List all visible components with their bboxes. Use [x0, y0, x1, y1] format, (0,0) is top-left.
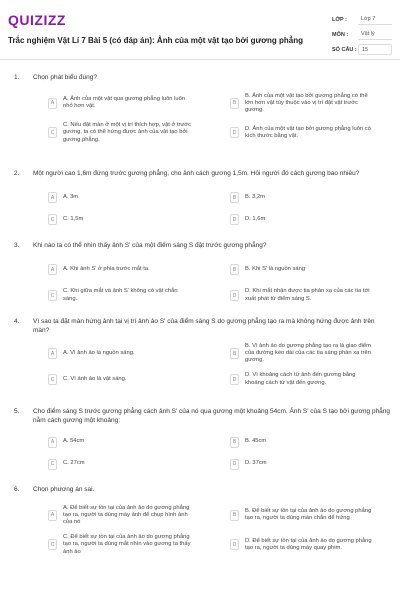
option-text: B. 3,2m: [245, 193, 265, 200]
question-number: 5.: [14, 408, 20, 415]
option-text: A. Ảnh của một vật qua gương phẳng luôn luôn nhỏ hơn vật.: [63, 96, 186, 110]
option-text: D. Để biết sự tồn tại của ảnh ảo do gương phẳng tạo ra, người ta dùng máy quay phim.: [245, 537, 372, 551]
option-letter: A: [48, 192, 57, 203]
question-number: 3.: [14, 242, 20, 249]
option-a[interactable]: [48, 261, 230, 279]
option-d[interactable]: [230, 455, 396, 473]
option-text: A. Khi ảnh S' ở phía trước mắt ta.: [63, 265, 150, 272]
option-b[interactable]: [230, 433, 396, 451]
question-text: Khi nào ta có thể nhìn thấy ảnh S' của một điểm sáng S đặt trước gương phẳng?: [33, 242, 267, 249]
grade-field[interactable]: Lớp 7: [358, 14, 392, 25]
option-d[interactable]: [230, 287, 396, 305]
page-title: Trắc nghiệm Vật Lí 7 Bài 5 (có đáp án): Ảnh của một vật tạo bởi gương phẳng: [8, 36, 303, 45]
question-5: [0, 408, 400, 486]
option-text: A. 3m: [63, 193, 79, 200]
question-count-field[interactable]: 15: [358, 44, 392, 55]
question-text: Vì sao ta đặt màn hứng ảnh tại vị trí ảnh ảo S' của điểm sáng S do gương phẳng tạo ra mà không hứng được ảnh trên màn?: [33, 318, 375, 334]
option-letter: C: [48, 214, 57, 225]
question-6: [0, 486, 400, 586]
option-text: B. Vì ảnh ảo do gương phẳng tạo ra là giao điểm của đường kéo dài của các tia sáng phản xạ trên gương.: [245, 343, 371, 364]
question-2: [0, 170, 400, 242]
option-text: C. 27cm: [63, 460, 85, 467]
option-a[interactable]: [48, 343, 230, 365]
option-b[interactable]: [230, 261, 396, 279]
option-letter: C: [48, 290, 57, 301]
option-c[interactable]: [48, 287, 230, 305]
question-3: [0, 242, 400, 318]
meta-panel: [332, 12, 392, 57]
option-text: C. Vì ảnh ảo là vật sáng.: [63, 376, 127, 382]
option-text: D. Ảnh của một vật tạo bởi gương phẳng luôn có kích thước bằng vật.: [245, 125, 371, 139]
question-list: [0, 74, 400, 586]
option-c[interactable]: [48, 371, 230, 389]
option-letter: A: [48, 510, 57, 521]
option-letter: A: [48, 264, 57, 275]
meta-row-grade: [332, 12, 392, 27]
option-text: C. Khi giữa mắt và ảnh S' không có vật chắn sáng.: [63, 288, 178, 302]
option-letter: B: [230, 437, 239, 448]
option-letter: A: [48, 437, 57, 448]
option-c[interactable]: [48, 211, 230, 229]
question-number: 4.: [14, 318, 20, 325]
option-letter: B: [230, 510, 239, 521]
option-a[interactable]: [48, 93, 230, 115]
option-a[interactable]: [48, 505, 230, 527]
quizizz-logo: QUIZIZZ: [8, 12, 66, 28]
meta-key: MÔN :: [332, 31, 349, 38]
option-text: B. Để biết sự tồn tại của ảnh ảo do gương phẳng tạo ra, người ta dùng màn chắn để hứng: [245, 508, 372, 522]
option-c[interactable]: [48, 122, 230, 144]
option-text: C. Nếu đặt màn ở một vị trí thích hợp, vật ở trước gương, ta có thể hứng được ảnh của vật tạo bởi gương phẳng.: [63, 122, 191, 143]
option-b[interactable]: [230, 189, 396, 207]
option-d[interactable]: [230, 534, 396, 556]
option-d[interactable]: [230, 211, 396, 229]
question-text: Một người cao 1,6m đứng trước gương phẳng, cho ảnh cách gương 1,5m. Hỏi người đó cách gương bao nhiêu?: [33, 170, 360, 177]
option-d[interactable]: [230, 122, 396, 144]
option-text: D. Vì khoảng cách từ ảnh đến gương bằng khoảng cách từ vật đến gương.: [245, 372, 356, 386]
option-d[interactable]: [230, 371, 396, 389]
option-letter: C: [48, 374, 57, 385]
option-text: D. 1,6m: [245, 215, 266, 222]
option-letter: D: [230, 290, 239, 301]
meta-row-subject: [332, 27, 392, 42]
option-text: C. 1,5m: [63, 215, 84, 222]
option-letter: C: [48, 539, 57, 550]
option-c[interactable]: [48, 455, 230, 473]
option-letter: D: [230, 539, 239, 550]
option-b[interactable]: [230, 343, 396, 365]
option-text: B. Ảnh của một vật tạo bởi gương phẳng có thể lớn hơn vật tùy thuộc vào vị trí đặt vật trước gương.: [245, 92, 368, 113]
question-number: 6.: [14, 486, 20, 493]
option-text: C. Để biết sự tồn tại của ảnh ảo do gương phẳng tạo ra, người ta dùng mắt nhìn vào gương ta thấy ảnh ảo: [63, 534, 191, 555]
page-header: [0, 0, 400, 60]
option-letter: B: [230, 264, 239, 275]
option-text: D. Khi mắt nhận được tia phản xạ của các tia tới xuất phát từ điểm sáng S.: [245, 288, 370, 302]
option-letter: D: [230, 459, 239, 470]
meta-key: SỐ CÂU :: [332, 46, 357, 53]
option-letter: A: [48, 98, 57, 109]
question-4: [0, 318, 400, 408]
option-letter: B: [230, 348, 239, 359]
option-letter: D: [230, 214, 239, 225]
option-letter: B: [230, 98, 239, 109]
subject-field[interactable]: Vật lý: [358, 29, 392, 40]
option-text: B. Khi S' là nguồn sáng: [245, 265, 306, 272]
option-text: B. 45cm: [245, 438, 267, 445]
option-letter: A: [48, 348, 57, 359]
question-number: 2.: [14, 170, 20, 177]
option-letter: C: [48, 127, 57, 138]
question-text: Cho điểm sáng S trước gương phẳng cách ảnh S' của nó qua gương một khoảng 54cm. Ảnh S' của S tạo bởi gương phẳng nằm cách gương một khoảng:: [33, 408, 391, 424]
option-text: D. 37cm: [245, 460, 267, 467]
option-text: A. Vì ảnh ảo là nguồn sáng.: [63, 350, 135, 357]
option-a[interactable]: [48, 433, 230, 451]
option-c[interactable]: [48, 534, 230, 556]
option-letter: D: [230, 127, 239, 138]
question-number: 1.: [14, 74, 20, 81]
option-a[interactable]: [48, 189, 230, 207]
option-letter: C: [48, 459, 57, 470]
option-b[interactable]: [230, 505, 396, 527]
question-text: Chọn phát biểu đúng?: [33, 74, 97, 81]
option-b[interactable]: [230, 93, 396, 115]
option-text: A. Để biết sự tồn tại của ảnh ảo do gương phẳng tạo ra, người ta dùng máy ảnh để chụp hình ảnh của nó: [63, 504, 190, 525]
meta-row-count: [332, 42, 392, 57]
option-letter: B: [230, 192, 239, 203]
option-text: A. 54cm: [63, 438, 85, 445]
question-1: [0, 74, 400, 162]
meta-key: LỚP :: [332, 16, 347, 23]
option-letter: D: [230, 374, 239, 385]
question-text: Chọn phương án sai.: [33, 486, 95, 493]
